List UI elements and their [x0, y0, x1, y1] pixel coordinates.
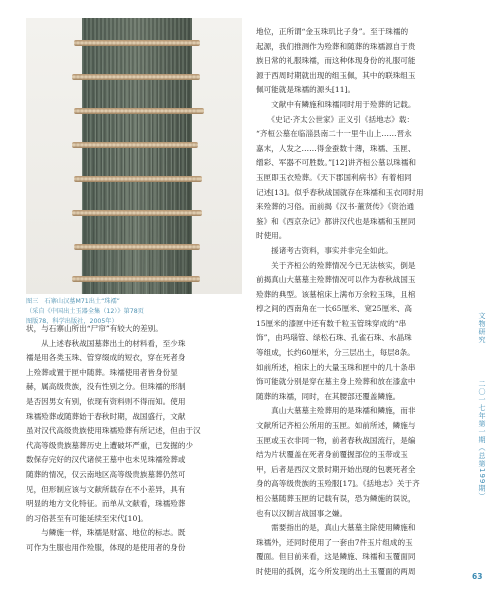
text-line: 身的高等级贵族的玉殓服[17]。《括地志》关于齐: [256, 479, 420, 489]
journal-sidebar: [470, 0, 487, 616]
text-line: 甲，后者是西汉文景时期开始出现的包裹死者全: [256, 464, 416, 474]
caption-line-3: 图版78，科学出版社，2005年）: [26, 318, 118, 325]
text-line: 佩可能就是珠襦的源头[11]。: [256, 85, 356, 95]
text-line: 上殓葬或置于匣中随葬。珠襦使用者皆身份显: [26, 367, 178, 377]
text-line: 真山大墓墓主殓葬用的是珠襦和鳞施，而非: [256, 406, 416, 416]
text-line: 也有以汉制言战国事之嫌。: [256, 508, 348, 518]
text-line: 珠襦外，还同时使用了一套由7件玉片组成的玉: [256, 537, 413, 547]
text-line: 等组成，长约60厘米，分三层出土，每层8条。: [256, 348, 415, 358]
text-line: 鉴》和《西京杂记》都讲汉代也是珠襦和玉匣同: [256, 216, 416, 226]
text-line: 记述[13]。似乎春秋战国就存在珠襦和玉衣同时用: [256, 187, 424, 197]
text-line: 结为片状覆盖在死者身前覆握部位的玉带或玉: [256, 450, 408, 460]
beaded-robe-photo: [26, 18, 242, 294]
text-line: 覆面。但目前来看，这是鳞施、珠襦和玉覆面同: [256, 552, 416, 562]
text-line: 时使用。: [256, 231, 287, 241]
text-line: 与鳞施一样，珠襦是财富、地位的标志。既: [26, 528, 186, 538]
text-line: 数保存完好的汉代诸侯王墓中也未见珠襦殓葬或: [26, 455, 186, 465]
section-label: 文物研究: [478, 312, 486, 344]
text-line: 虽对汉代高级贵族使用珠襦殓葬有所记述，但由于汉: [26, 426, 201, 436]
issue-label: 二〇一七年第一期（总第199期）: [478, 380, 486, 501]
text-line: “齐桓公墓在临淄县南二十一里牛山上……晋永: [256, 129, 412, 139]
caption-line-1: 图三 石寨山汉墓M71出土“珠襦”: [26, 298, 120, 305]
text-line: 椁之间的西南角在一长65厘米、宽25厘米、高: [256, 304, 413, 314]
text-line: 嘉末，人发之……得金蚕数十薄，珠襦、玉匣、: [256, 143, 416, 153]
text-line: 明显的地方文化特征。而单从文献看，珠襦殓葬: [26, 499, 186, 509]
text-line: 时使用的孤例，迄今所发现的出土玉覆面的两周: [256, 566, 416, 576]
text-line: 可作为生服也用作殓服，体现的是使用者的身份: [26, 542, 186, 552]
text-line: 需要指出的是，真山大墓墓主除使用鳞施和: [256, 523, 416, 533]
text-line: 的习俗甚至有可能延续至宋代[10]。: [26, 513, 148, 523]
page-number: 63: [472, 572, 483, 581]
text-line: 玉匣或玉衣非同一物，前者春秋战国流行，是编: [256, 435, 416, 445]
caption-line-2: （采自《中国出土玉器全集（12）》第78页: [26, 308, 144, 315]
text-line: 地位，正所谓“金玉珠玑比子身”。至于珠襦的: [256, 27, 409, 36]
text-line: 赫，属高级贵族，没有性别之分。但珠襦的形制: [26, 382, 186, 392]
text-line: 如前所述，棺床上的大量玉珠和匣中的几十条串: [256, 362, 416, 372]
text-line: 代高等级贵族墓葬历史上遭破坏严重，已发掘的少: [26, 440, 194, 450]
text-line: 是否因男女有别，依现有资料则不得而知。使用: [26, 396, 186, 406]
text-line: 襦是用各类玉珠、管穿缀成的短衣，穿在死者身: [26, 353, 186, 363]
figure-image: [26, 18, 242, 294]
text-line: 状，与石寨山所出“尸帘”有较大的差别。: [26, 324, 163, 333]
text-line: 文献中有鳞施和珠襦同时用于殓葬的记载。: [256, 99, 416, 109]
text-line: 起源，我们推测作为殓葬和随葬的珠襦源自于贵: [256, 41, 416, 51]
text-line: 珠襦殓葬或随葬始于春秋时期，战国盛行，文献: [26, 411, 186, 421]
text-line: 15厘米的漆匣中还有数千粒玉管珠穿成的“串: [256, 318, 407, 328]
text-line: 族日常的礼服珠襦，而这种体现身份的礼服可能: [256, 56, 416, 66]
right-text-column: [256, 25, 460, 580]
text-line: 缯彩、军器不可胜数。”[12]讲齐桓公墓以珠襦和: [256, 158, 416, 168]
text-line: 文献所记齐桓公所用的玉匣。如前所述，鳞施与: [256, 421, 416, 431]
text-line: 见，但形制应该与文献所载存在不小差异，具有: [26, 484, 186, 494]
left-text-column: [26, 322, 246, 556]
text-line: 《史记·齐太公世家》正义引《括地志》载：: [256, 114, 415, 124]
text-line: 桓公墓随葬玉匣的记载有误，恐为鳞施的误说，: [256, 494, 416, 503]
text-line: 来殓葬的习俗。而前揭《汉书·董贤传》《资治通: [256, 202, 415, 212]
text-line: 关于齐桓公的殓葬情况今已无法核实，倒是: [256, 260, 416, 270]
text-line: 从上述春秋战国墓葬出土的材料看，至少珠: [26, 338, 186, 348]
text-line: 饰可能就分别是穿在墓主身上殓葬和放在漆盒中: [256, 377, 416, 387]
text-line: 源于西周时期就出现的组玉佩，其中的联珠组玉: [256, 70, 416, 80]
text-line: 殓葬的典型。该墓棺床上满布万余粒玉珠，且棺: [256, 289, 416, 299]
text-line: 前揭真山大墓墓主殓葬情况可以作为春秋战国玉: [256, 275, 416, 285]
text-line: 饰”，由玛瑙管、绿松石珠、孔雀石珠、水晶珠: [256, 333, 412, 343]
text-line: 随葬的珠襦，同时，在其腰部还覆盖鳞施。: [256, 391, 401, 401]
text-line: 援诸考古资料，事实并非完全如此。: [256, 245, 393, 255]
text-line: 玉匣即玉衣殓葬。《天下郡国利病书》有着相同: [256, 172, 412, 182]
text-line: 随葬的情况，仅云南地区高等级贵族墓葬仍然可: [26, 469, 186, 479]
